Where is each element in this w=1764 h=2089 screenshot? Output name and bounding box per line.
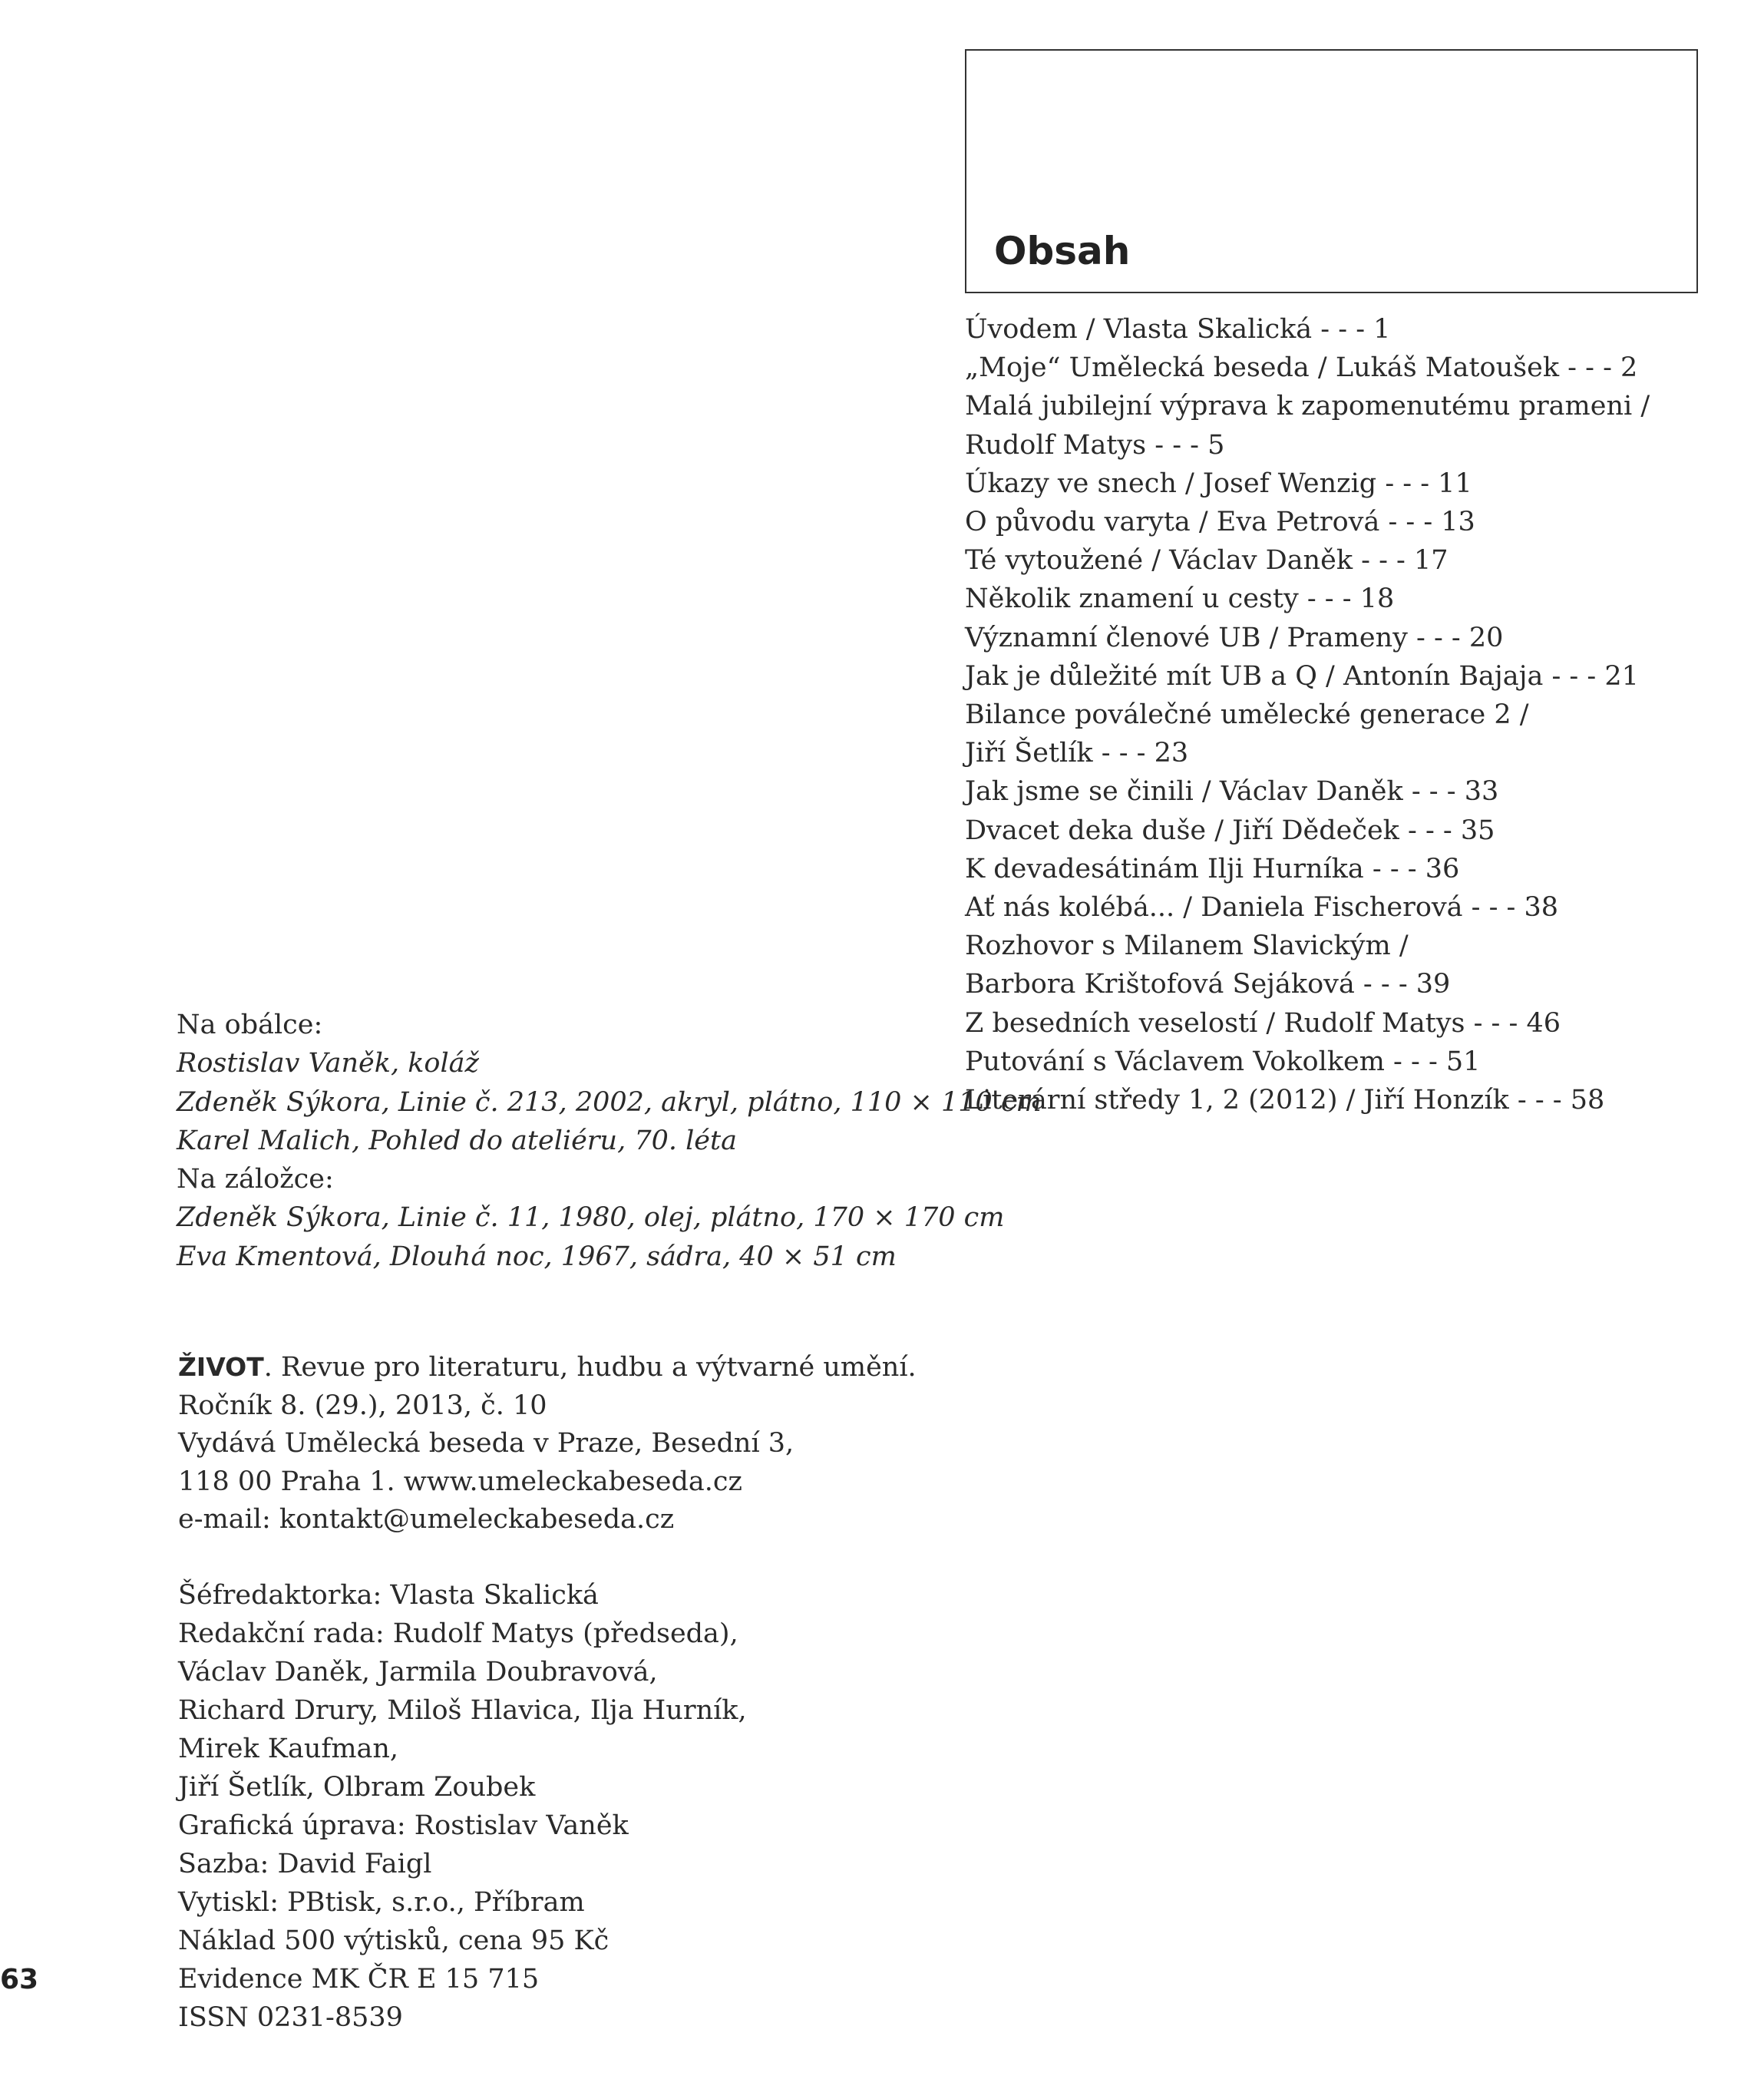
toc-list	[965, 310, 1702, 1119]
toc-entry: Několik znamení u cesty - - - 18	[965, 583, 1395, 615]
toc-entry: Ať nás kolébá... / Daniela Fischerová - - - 38	[965, 892, 1559, 924]
toc-heading-box	[965, 49, 1698, 293]
toc-entry: „Moje“ Umělecká beseda / Lukáš Matoušek - - - 2	[965, 352, 1638, 384]
toc-entry: Literární středy 1, 2 (2012) / Jiří Honzík - - - 58	[965, 1085, 1605, 1116]
toc-entry: Malá jubilejní výprava k zapomenutému prameni /	[965, 391, 1650, 422]
toc-entry: Dvacet deka duše / Jiří Dědeček - - - 35	[965, 815, 1495, 846]
toc-entry: Rudolf Matys - - - 5	[965, 429, 1225, 461]
toc-entry: Úkazy ve snech / Josef Wenzig - - - 11	[965, 468, 1472, 499]
bookmark-item: Eva Kmentová, Dlouhá noc, 1967, sádra, 40 × 51 cm	[177, 1241, 897, 1272]
imprint-line: Vydává Umělecká beseda v Praze, Besední 3,	[178, 1428, 794, 1459]
toc-entry: Jak je důležité mít UB a Q / Antonín Bajaja - - - 21	[965, 660, 1639, 692]
toc-entry: Úvodem / Vlasta Skalická - - - 1	[965, 314, 1391, 345]
imprint-line: e-mail: kontakt@umeleckabeseda.cz	[178, 1504, 675, 1535]
credit-line: Václav Daněk, Jarmila Doubravová,	[178, 1657, 658, 1687]
credit-line: Mirek Kaufman,	[178, 1734, 399, 1764]
bookmark-label: Na záložce:	[177, 1164, 334, 1195]
credit-line: Vytiskl: PBtisk, s.r.o., Příbram	[178, 1887, 585, 1918]
credit-line: Richard Drury, Miloš Hlavica, Ilja Hurník,	[178, 1695, 747, 1726]
imprint-title-line	[178, 1348, 946, 1387]
imprint-line: Ročník 8. (29.), 2013, č. 10	[178, 1390, 547, 1421]
cover-item: Rostislav Vaněk, koláž	[177, 1048, 479, 1079]
cover-label: Na obálce:	[177, 1010, 323, 1040]
toc-entry: Jak jsme se činili / Václav Daněk - - - 33	[965, 776, 1499, 808]
cover-item: Karel Malich, Pohled do ateliéru, 70. léta	[177, 1125, 737, 1156]
toc-entry: Z besedních veselostí / Rudolf Matys - - - 46	[965, 1007, 1561, 1039]
toc-entry: Jiří Šetlík - - - 23	[965, 738, 1189, 769]
credit-line: Jiří Šetlík, Olbram Zoubek	[178, 1772, 536, 1803]
toc-entry: Putování s Václavem Vokolkem - - - 51	[965, 1046, 1481, 1077]
toc-entry: K devadesátinám Ilji Hurníka - - - 36	[965, 853, 1460, 884]
credit-line: Evidence MK ČR E 15 715	[178, 1964, 540, 1995]
toc-entry: Významní členové UB / Prameny - - - 20	[965, 622, 1504, 653]
credit-line: ISSN 0231-8539	[178, 2002, 403, 2033]
imprint	[178, 1348, 946, 1539]
imprint-line: 118 00 Praha 1. www.umeleckabeseda.cz	[178, 1466, 742, 1497]
toc-entry: Barbora Krištofová Sejáková - - - 39	[965, 969, 1451, 1000]
toc-entry: Rozhovor s Milanem Slavickým /	[965, 930, 1409, 962]
credit-line: Šéfredaktorka: Vlasta Skalická	[178, 1580, 599, 1611]
bookmark-item: Zdeněk Sýkora, Linie č. 11, 1980, olej, plátno, 170 × 170 cm	[177, 1202, 1005, 1234]
credit-line: Grafická úprava: Rostislav Vaněk	[178, 1810, 629, 1841]
page-number: 63	[0, 1964, 39, 1995]
credit-line: Sazba: David Faigl	[178, 1849, 432, 1879]
credits	[178, 1576, 946, 2037]
credit-line: Náklad 500 výtisků, cena 95 Kč	[178, 1925, 609, 1956]
magazine-subtitle: . Revue pro literaturu, hudbu a výtvarné umění.	[263, 1352, 917, 1383]
toc-entry: Bilance poválečné umělecké generace 2 /	[965, 699, 1529, 731]
credit-line: Redakční rada: Rudolf Matys (předseda),	[178, 1618, 738, 1649]
toc-entry: Té vytoužené / Václav Daněk - - - 17	[965, 545, 1449, 577]
cover-item: Zdeněk Sýkora, Linie č. 213, 2002, akryl, plátno, 110 × 110 cm	[177, 1086, 1042, 1118]
cover-notes	[177, 1006, 1042, 1276]
toc-title: Obsah	[994, 229, 1131, 273]
toc-entry: O původu varyta / Eva Petrová - - - 13	[965, 507, 1475, 538]
magazine-name: ŽIVOT	[178, 1352, 264, 1382]
